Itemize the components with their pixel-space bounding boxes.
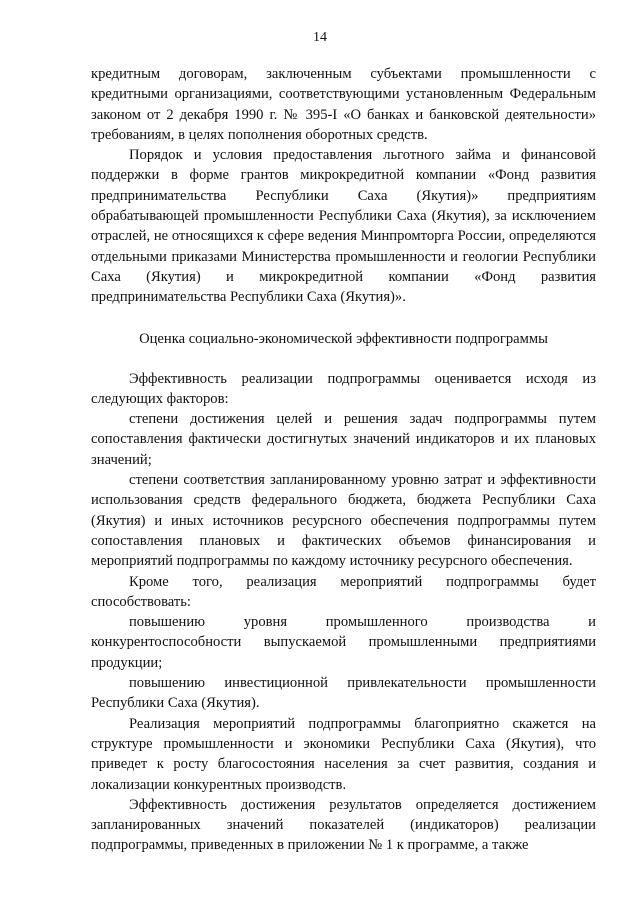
paragraph-goal-achievement: степени достижения целей и решения задач подпрограммы путем сопоставления фактически достигнутых значений индикаторов и их плановых значений;: [91, 411, 596, 468]
paragraph-additional-effects: Кроме того, реализация мероприятий подпрограммы будет способствовать:: [91, 573, 596, 610]
section-heading-efficiency: Оценка социально-экономической эффективности подпрограммы: [139, 330, 548, 347]
paragraph-investment-attractiveness: повышению инвестиционной привлекательности промышленности Республики Саха (Якутия).: [91, 675, 596, 712]
paragraph-structural-impact: Реализация мероприятий подпрограммы благоприятно скажется на структуре промышленности и экономики Республики Саха (Якутия), что приведет к росту благосостояния населения за счет развития, создания и локализации конкурентных производств.: [91, 715, 596, 793]
paragraph-efficiency-factors: Эффективность реализации подпрограммы оценивается исходя из следующих факторов:: [91, 370, 596, 407]
paragraph-loan-agreements: кредитным договорам, заключенным субъектами промышленности с кредитными организациями, соответствующими установленным Федеральным законом от 2 декабря 1990 г. № 395-I «О банках и банковской деятельности» требованиям, в целях пополнения оборотных средств.: [91, 66, 596, 143]
paragraph-cost-compliance: степени соответствия запланированному уровню затрат и эффективности использования средств федерального бюджета, бюджета Республики Саха (Якутия) и иных источников ресурсного обеспечения подпрограммы путем сопоставления плановых и фактических объемов финансирования и мероприятий подпрограммы по каждому источнику ресурсного обеспечения.: [91, 472, 596, 570]
page-number: 14: [313, 30, 327, 45]
paragraph-loan-procedure: Порядок и условия предоставления льготного займа и финансовой поддержки в форме грантов микрокредитной компании «Фонд развития предпринимательства Республики Саха (Якутия)» предприятиям обрабатывающей промышленности Республики Саха (Якутия), за исключением отраслей, не относящихся к сфере ведения Минпромторга России, определяются отдельными приказами Министерства промышленности и геологии Республики Саха (Якутия) и микрокредитной компании «Фонд развития предпринимательства Республики Саха (Якутия)».: [91, 147, 596, 306]
document-body: [91, 64, 596, 856]
paragraph-competitiveness: повышению уровня промышленного производства и конкурентоспособности выпускаемой промышленными предприятиями продукции;: [91, 614, 596, 671]
paragraph-results-assessment: Эффективность достижения результатов определяется достижением запланированных значений показателей (индикаторов) реализации подпрограммы, приведенных в приложении № 1 к программе, а также: [91, 796, 596, 854]
